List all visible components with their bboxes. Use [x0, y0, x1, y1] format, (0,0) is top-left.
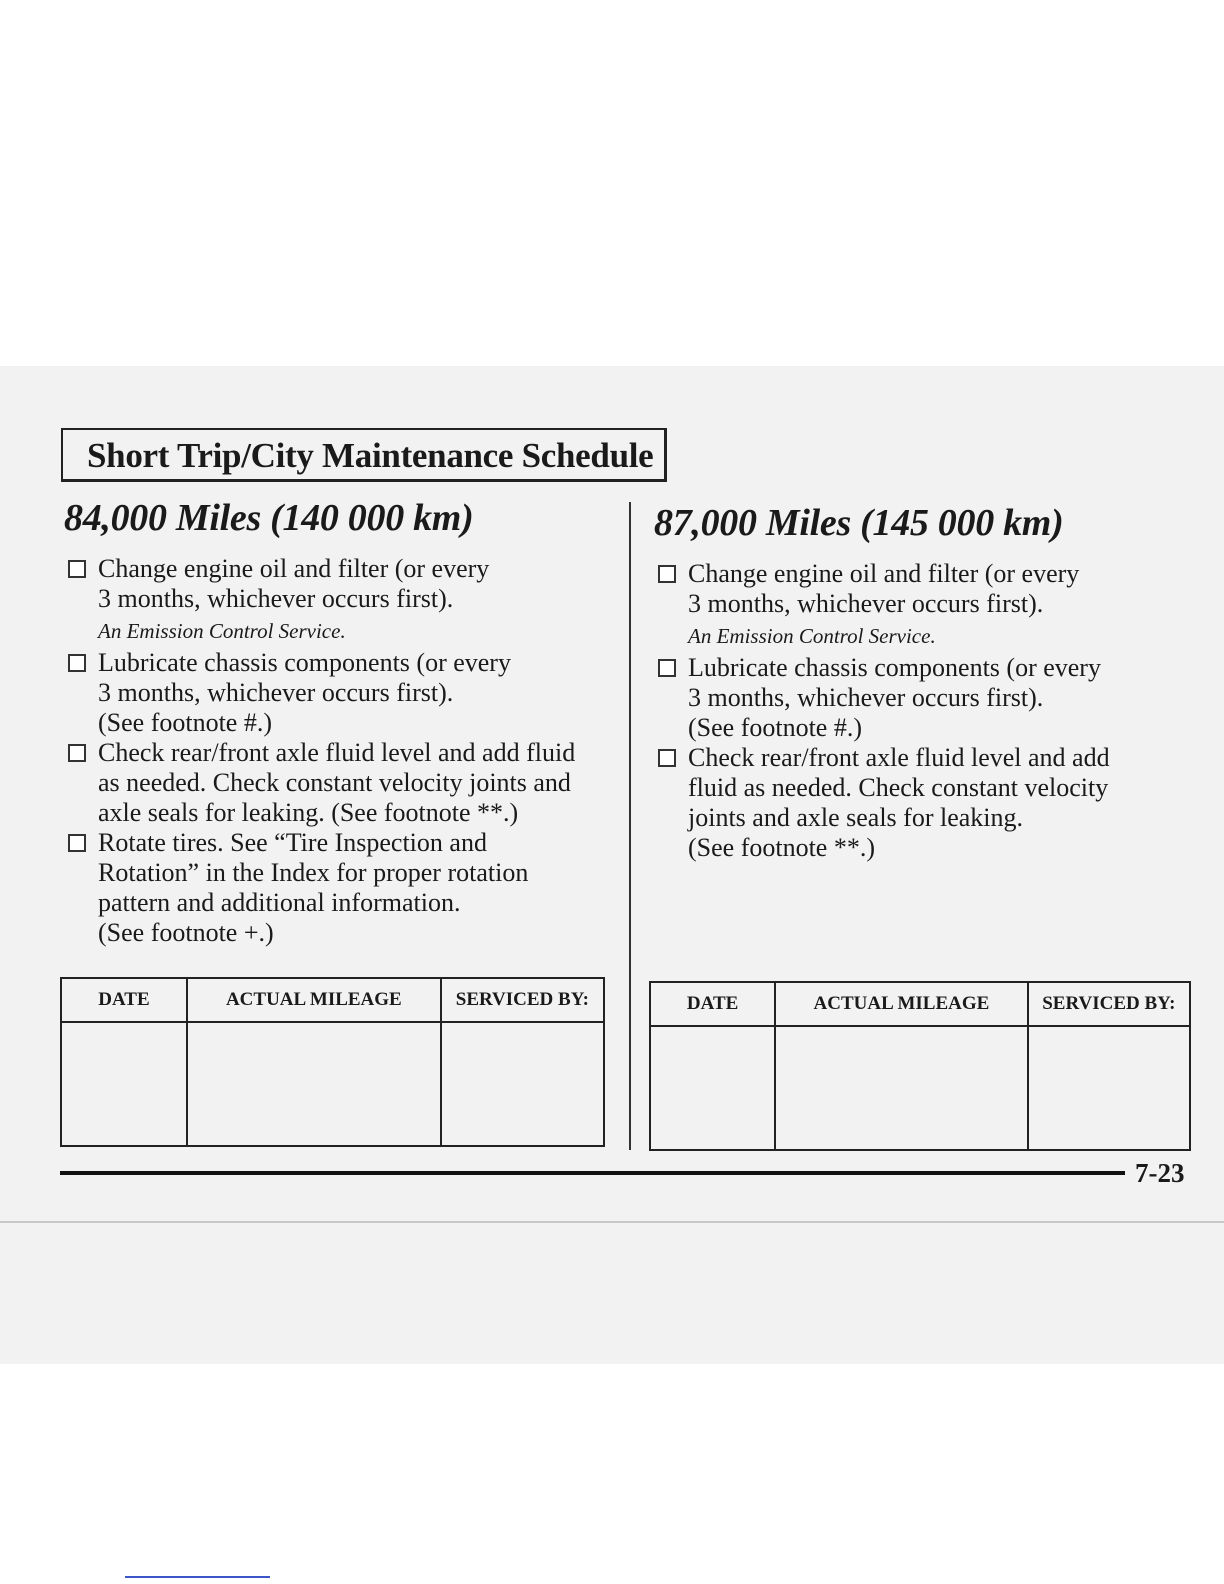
item-text: (See footnote +.) — [98, 918, 274, 947]
item-text: Change engine oil and filter (or every — [688, 559, 1080, 588]
checklist-item-axle — [654, 743, 1214, 863]
schedule-84000 — [64, 496, 624, 948]
item-text: Lubricate chassis components (or every — [98, 648, 511, 677]
item-text: fluid as needed. Check constant velocity — [688, 773, 1109, 802]
item-text: Change engine oil and filter (or every — [98, 554, 490, 583]
item-text: (See footnote #.) — [688, 713, 863, 742]
checkbox[interactable] — [658, 659, 676, 677]
service-log-table — [649, 981, 1191, 1151]
band-edge-rule — [0, 1221, 1224, 1223]
bottom-mark — [125, 1576, 270, 1578]
mileage-heading: 84,000 Miles (140 000 km) — [64, 497, 474, 539]
checkbox[interactable] — [658, 749, 676, 767]
item-text: pattern and additional information. — [98, 888, 461, 917]
checklist-item-rotate-tires — [64, 828, 624, 948]
item-text: 3 months, whichever occurs first). — [98, 584, 454, 613]
item-text: Rotation” in the Index for proper rotation — [98, 858, 529, 887]
section-title: Short Trip/City Maintenance Schedule — [87, 436, 654, 475]
date-header: DATE — [650, 982, 775, 1026]
actual-mileage-cell[interactable] — [187, 1022, 441, 1146]
serviced-by-header: SERVICED BY: — [441, 978, 604, 1022]
column-divider — [629, 502, 631, 1150]
item-text: (See footnote #.) — [98, 708, 273, 737]
checkbox[interactable] — [68, 654, 86, 672]
item-text: (See footnote **.) — [688, 833, 876, 862]
serviced-by-cell[interactable] — [1028, 1026, 1190, 1150]
actual-mileage-header: ACTUAL MILEAGE — [775, 982, 1027, 1026]
checkbox[interactable] — [68, 834, 86, 852]
item-text: 3 months, whichever occurs first). — [688, 589, 1044, 618]
section-title-box — [61, 428, 667, 482]
emission-note: An Emission Control Service. — [98, 619, 346, 643]
date-header: DATE — [61, 978, 187, 1022]
item-text: Rotate tires. See “Tire Inspection and — [98, 828, 487, 857]
checklist-item-lubricate — [64, 648, 624, 738]
date-cell[interactable] — [61, 1022, 187, 1146]
item-text: joints and axle seals for leaking. — [688, 803, 1024, 832]
serviced-by-cell[interactable] — [441, 1022, 604, 1146]
service-log-table — [60, 977, 605, 1147]
item-text: Check rear/front axle fluid level and add fluid — [98, 738, 576, 767]
checklist-item-axle — [64, 738, 624, 828]
page-number: 7-23 — [1135, 1158, 1185, 1188]
serviced-by-header: SERVICED BY: — [1028, 982, 1190, 1026]
item-text: 3 months, whichever occurs first). — [98, 678, 454, 707]
item-text: axle seals for leaking. (See footnote **.) — [98, 798, 519, 827]
checkbox[interactable] — [68, 560, 86, 578]
item-text: Check rear/front axle fluid level and add — [688, 743, 1110, 772]
schedule-87000 — [654, 501, 1214, 863]
item-text: 3 months, whichever occurs first). — [688, 683, 1044, 712]
checklist-item-lubricate — [654, 653, 1214, 743]
checklist-item-oil — [654, 559, 1214, 653]
checkbox[interactable] — [658, 565, 676, 583]
footer-rule — [60, 1171, 1125, 1175]
checkbox[interactable] — [68, 744, 86, 762]
actual-mileage-cell[interactable] — [775, 1026, 1027, 1150]
checklist-item-oil — [64, 554, 624, 648]
actual-mileage-header: ACTUAL MILEAGE — [187, 978, 441, 1022]
item-text: as needed. Check constant velocity joints and — [98, 768, 571, 797]
emission-note: An Emission Control Service. — [688, 624, 936, 648]
date-cell[interactable] — [650, 1026, 775, 1150]
mileage-heading: 87,000 Miles (145 000 km) — [654, 502, 1064, 544]
item-text: Lubricate chassis components (or every — [688, 653, 1101, 682]
